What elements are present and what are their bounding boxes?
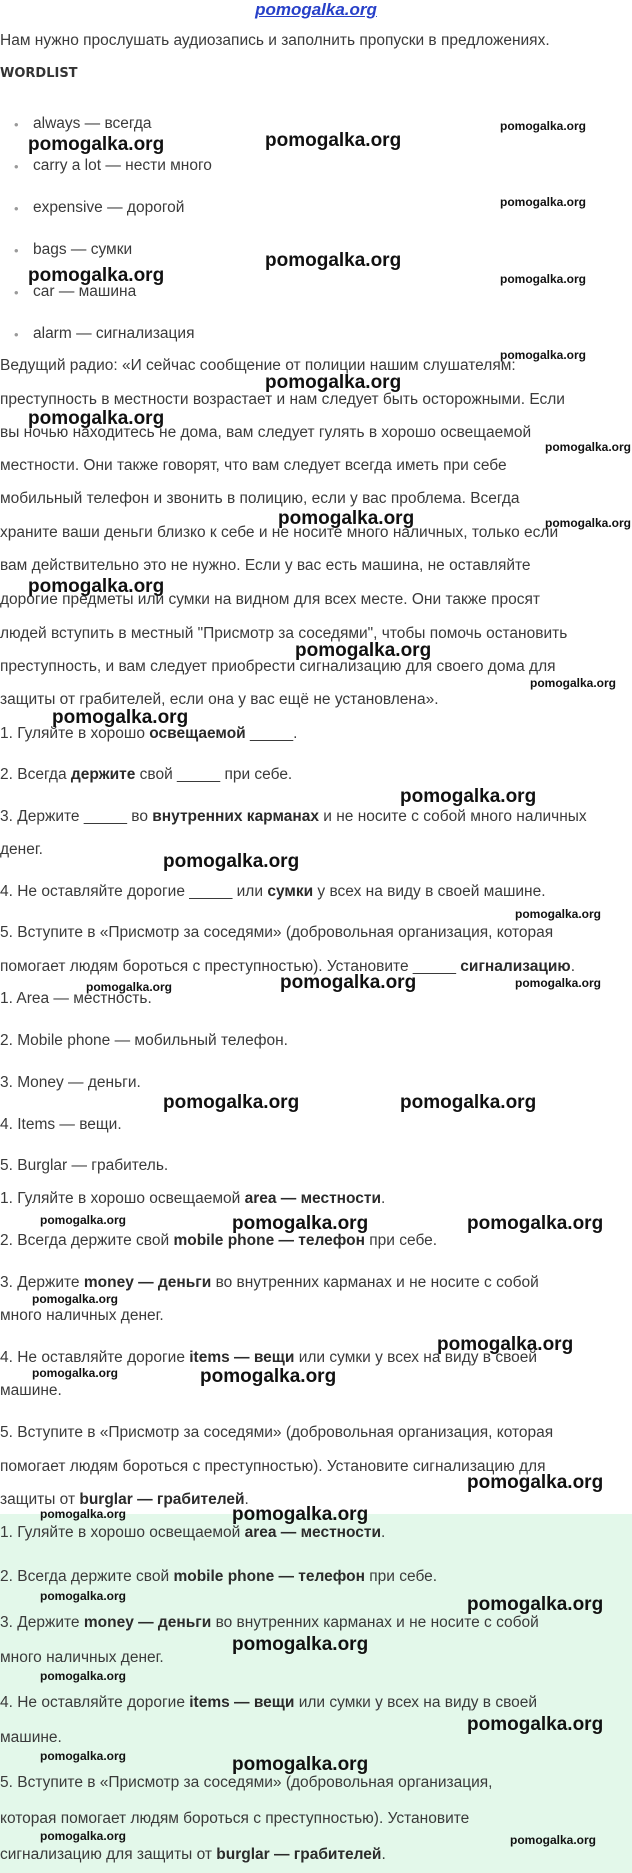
- vocab-item: 1. Area — местность.: [0, 990, 152, 1007]
- watermark: pomogalka.org: [467, 1472, 604, 1493]
- watermark: pomogalka.org: [510, 1833, 597, 1847]
- final-answer-5-cont: которая помогает людям бороться с преступностью). Установите: [0, 1810, 470, 1827]
- transcript-line: мобильный телефон и звонить в полицию, если у вас проблема. Всегда: [0, 490, 520, 507]
- gap-sentence-3-cont: денег.: [0, 841, 43, 858]
- vocab-item: 3. Money — деньги.: [0, 1074, 141, 1091]
- watermark: pomogalka.org: [28, 134, 165, 155]
- list-item: always — всегда: [33, 115, 152, 132]
- transcript-line: вам действительно это не нужно. Если у вас есть машина, не оставляйте: [0, 557, 531, 574]
- bullet-icon: •: [14, 117, 19, 132]
- site-logo[interactable]: pomogalka.org: [255, 0, 377, 19]
- watermark: pomogalka.org: [28, 408, 165, 429]
- task-instruction: Нам нужно прослушать аудиозапись и заполнить пропуски в предложениях.: [0, 32, 550, 49]
- watermark: pomogalka.org: [40, 1589, 127, 1603]
- watermark: pomogalka.org: [265, 250, 402, 271]
- watermark: pomogalka.org: [163, 851, 300, 872]
- answer-5-cont2: защиты от burglar — грабителей.: [0, 1491, 249, 1508]
- bullet-icon: •: [14, 285, 19, 300]
- watermark: pomogalka.org: [515, 907, 602, 921]
- bullet-icon: •: [14, 201, 19, 216]
- watermark: pomogalka.org: [232, 1634, 369, 1655]
- transcript-line: Ведущий радио: «И сейчас сообщение от полиции нашим слушателям:: [0, 357, 516, 374]
- watermark: pomogalka.org: [163, 1092, 300, 1113]
- gap-sentence-1: 1. Гуляйте в хорошо освещаемой _____.: [0, 725, 298, 742]
- watermark: pomogalka.org: [280, 972, 417, 993]
- watermark: pomogalka.org: [515, 976, 602, 990]
- watermark: pomogalka.org: [200, 1366, 337, 1387]
- final-answer-4: 4. Не оставляйте дорогие items — вещи или сумки у всех на виду в своей: [0, 1694, 538, 1711]
- answer-3: 3. Держите money — деньги во внутренних карманах и не носите с собой: [0, 1274, 539, 1291]
- watermark: pomogalka.org: [500, 119, 587, 133]
- watermark: pomogalka.org: [232, 1754, 369, 1775]
- gap-sentence-5-cont: помогает людям бороться с преступностью). Установите _____ сигнализацию.: [0, 958, 575, 975]
- transcript-line: храните ваши деньги близко к себе и не носите много наличных, только если: [0, 524, 559, 541]
- list-item: bags — сумки: [33, 241, 133, 258]
- transcript-line: преступность, и вам следует приобрести сигнализацию для своего дома для: [0, 658, 556, 675]
- watermark: pomogalka.org: [500, 348, 587, 362]
- watermark: pomogalka.org: [295, 640, 432, 661]
- watermark: pomogalka.org: [467, 1714, 604, 1735]
- vocab-item: 4. Items — вещи.: [0, 1116, 122, 1133]
- bullet-icon: •: [14, 327, 19, 342]
- gap-sentence-5: 5. Вступите в «Присмотр за соседями» (добровольная организация, которая: [0, 924, 554, 941]
- watermark: pomogalka.org: [32, 1366, 119, 1380]
- watermark: pomogalka.org: [500, 272, 587, 286]
- final-answer-4-cont: машине.: [0, 1729, 62, 1746]
- answer-1: 1. Гуляйте в хорошо освещаемой area — местности.: [0, 1190, 386, 1207]
- transcript-line: людей вступить в местный "Присмотр за соседями", чтобы помочь остановить: [0, 625, 568, 642]
- watermark: pomogalka.org: [400, 786, 537, 807]
- answer-4: 4. Не оставляйте дорогие items — вещи или сумки у всех на виду в своей: [0, 1349, 538, 1366]
- bullet-icon: •: [14, 159, 19, 174]
- final-answer-5-cont2: сигнализацию для защиты от burglar — грабителей.: [0, 1846, 386, 1863]
- wordlist-heading: WORDLIST: [0, 66, 78, 81]
- transcript-line: вы ночью находитесь не дома, вам следует гулять в хорошо освещаемой: [0, 424, 532, 441]
- list-item: alarm — сигнализация: [33, 325, 195, 342]
- watermark: pomogalka.org: [28, 576, 165, 597]
- watermark: pomogalka.org: [265, 130, 402, 151]
- watermark: pomogalka.org: [86, 980, 173, 994]
- transcript-line: преступность в местности возрастает и нам следует быть осторожными. Если: [0, 391, 565, 408]
- watermark: pomogalka.org: [40, 1507, 127, 1521]
- list-item: car — машина: [33, 283, 137, 300]
- gap-sentence-3: 3. Держите _____ во внутренних карманах и не носите с собой много наличных: [0, 808, 587, 825]
- watermark: pomogalka.org: [400, 1092, 537, 1113]
- final-answer-1: 1. Гуляйте в хорошо освещаемой area — местности.: [0, 1524, 386, 1541]
- bullet-icon: •: [14, 243, 19, 258]
- final-answer-3: 3. Держите money — деньги во внутренних карманах и не носите с собой: [0, 1614, 539, 1631]
- watermark: pomogalka.org: [232, 1213, 369, 1234]
- answer-5-cont: помогает людям бороться с преступностью). Установите сигнализацию для: [0, 1458, 546, 1475]
- vocab-item: 5. Burglar — грабитель.: [0, 1157, 169, 1174]
- final-answer-2: 2. Всегда держите свой mobile phone — телефон при себе.: [0, 1568, 438, 1585]
- watermark: pomogalka.org: [40, 1829, 127, 1843]
- vocab-item: 2. Mobile phone — мобильный телефон.: [0, 1032, 288, 1049]
- final-answer-5: 5. Вступите в «Присмотр за соседями» (добровольная организация,: [0, 1774, 493, 1791]
- transcript-line: защиты от грабителей, если она у вас ещё не установлена».: [0, 691, 439, 708]
- transcript-line: местности. Они также говорят, что вам следует всегда иметь при себе: [0, 457, 507, 474]
- watermark: pomogalka.org: [467, 1594, 604, 1615]
- watermark: pomogalka.org: [545, 516, 632, 530]
- watermark: pomogalka.org: [467, 1213, 604, 1234]
- watermark: pomogalka.org: [40, 1669, 127, 1683]
- list-item: expensive — дорогой: [33, 199, 185, 216]
- final-answer-3-cont: много наличных денег.: [0, 1649, 164, 1666]
- answer-2: 2. Всегда держите свой mobile phone — телефон при себе.: [0, 1232, 438, 1249]
- answer-5: 5. Вступите в «Присмотр за соседями» (добровольная организация, которая: [0, 1424, 554, 1441]
- watermark: pomogalka.org: [28, 265, 165, 286]
- watermark: pomogalka.org: [40, 1749, 127, 1763]
- gap-sentence-2: 2. Всегда держите свой _____ при себе.: [0, 766, 293, 783]
- watermark: pomogalka.org: [278, 508, 415, 529]
- watermark: pomogalka.org: [232, 1504, 369, 1525]
- gap-sentence-4: 4. Не оставляйте дорогие _____ или сумки у всех на виду в своей машине.: [0, 883, 546, 900]
- list-item: carry a lot — нести много: [33, 157, 212, 174]
- answer-4-cont: машине.: [0, 1382, 62, 1399]
- watermark: pomogalka.org: [32, 1292, 119, 1306]
- watermark: pomogalka.org: [530, 676, 617, 690]
- watermark: pomogalka.org: [545, 440, 632, 454]
- watermark: pomogalka.org: [40, 1213, 127, 1227]
- watermark: pomogalka.org: [437, 1334, 574, 1355]
- answer-3-cont: много наличных денег.: [0, 1307, 164, 1324]
- watermark: pomogalka.org: [52, 707, 189, 728]
- transcript-line: дорогие предметы или сумки на видном для всех месте. Они также просят: [0, 591, 540, 608]
- watermark: pomogalka.org: [500, 195, 587, 209]
- watermark: pomogalka.org: [265, 372, 402, 393]
